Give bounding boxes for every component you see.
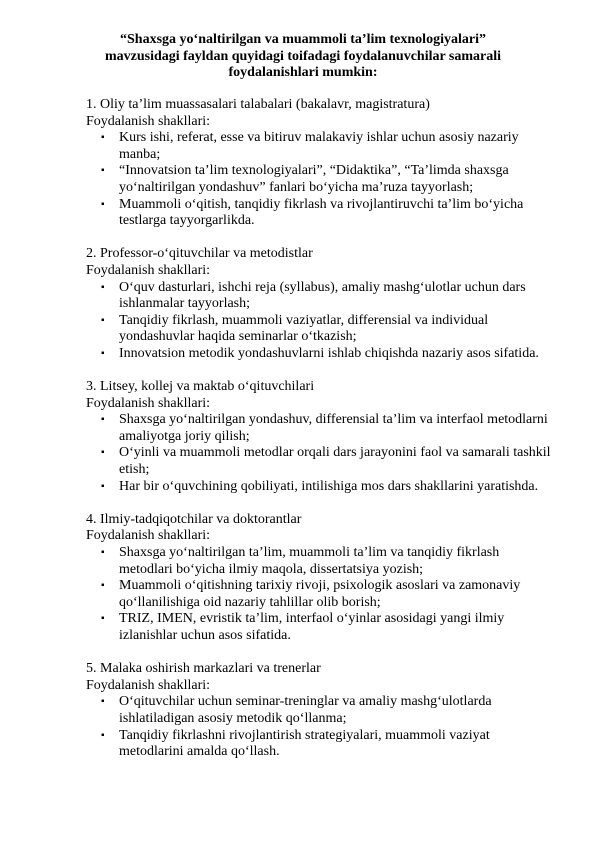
- bullet-list: [86, 280, 556, 363]
- section-subheading: Foydalanish shakllari:: [86, 262, 211, 278]
- bullet-icon: ▪: [101, 314, 105, 326]
- section-heading: 2. Professor-o‘qituvchilar va metodistlar: [86, 246, 313, 262]
- list-item-text: “Innovatsion ta’lim texnologiyalari”, “Didaktika”, “Ta’limda shaxsga yo‘naltirilgan yondashuv” fanlari bo‘yicha ma’ruza tayyorlash;: [119, 163, 509, 195]
- list-item-text: O‘quv dasturlari, ishchi reja (syllabus), amaliy mashg‘ulotlar uchun dars ishlanmalar tayyorlash;: [119, 279, 526, 312]
- bullet-icon: ▪: [101, 480, 105, 492]
- list-item: [86, 611, 556, 644]
- bullet-list: [86, 130, 556, 230]
- list-item: [86, 197, 556, 230]
- section-professor-oqituvchilar: [86, 246, 556, 362]
- bullet-icon: ▪: [101, 165, 105, 177]
- bullet-icon: ▪: [101, 347, 105, 359]
- list-item: [86, 346, 556, 363]
- bullet-list: [86, 545, 556, 645]
- document-title: “Shaxsga yo‘naltirilgan va muammoli ta’lim texnologiyalari” mavzusidagi fayldan quyidagi toifadagi foydalanuvchilar samarali foydalanishlari mumkin:: [104, 32, 502, 81]
- list-item: [86, 545, 556, 578]
- section-heading: 3. Litsey, kollej va maktab o‘qituvchilari: [86, 379, 315, 395]
- list-item: [86, 728, 556, 761]
- list-item: [86, 163, 556, 196]
- list-item-text: Tanqidiy fikrlashni rivojlantirish strategiyalari, muammoli vaziyat metodlarini amalda qo‘llash.: [119, 727, 490, 760]
- list-item-text: O‘yinli va muammoli metodlar orqali dars jarayonini faol va samarali tashkil etish;: [119, 445, 551, 478]
- list-item: [86, 694, 556, 727]
- list-item-text: Innovatsion metodik yondashuvlarni ishlab chiqishda nazariy asos sifatida.: [119, 345, 539, 361]
- section-maktab-oqituvchilari: [86, 379, 556, 495]
- bullet-icon: ▪: [101, 198, 105, 210]
- list-item-text: Shaxsga yo‘naltirilgan ta’lim, muammoli ta’lim va tanqidiy fikrlash metodlari bo‘yicha ilmiy maqola, dissertatsiya yozish;: [119, 545, 500, 577]
- section-heading: 1. Oliy ta’lim muassasalari talabalari (bakalavr, magistratura): [86, 97, 430, 112]
- list-item: [86, 130, 556, 163]
- bullet-icon: ▪: [101, 729, 105, 741]
- section-subheading: Foydalanish shakllari:: [86, 113, 211, 129]
- list-item: [86, 578, 556, 611]
- list-item: [86, 479, 556, 496]
- list-item-text: Muammoli o‘qitish, tanqidiy fikrlash va rivojlantiruvchi ta’lim bo‘yicha testlarga tayyorgarlikda.: [119, 196, 524, 229]
- bullet-icon: ▪: [101, 132, 105, 144]
- bullet-icon: ▪: [101, 580, 105, 592]
- bullet-icon: ▪: [101, 414, 105, 426]
- section-subheading: Foydalanish shakllari:: [86, 677, 211, 693]
- list-item-text: Tanqidiy fikrlash, muammoli vaziyatlar, differensial va individual yondashuvlar haqida seminarlar o‘tkazish;: [119, 312, 489, 345]
- section-heading: 5. Malaka oshirish markazlari va trenerlar: [86, 661, 321, 677]
- section-malaka-oshirish: [86, 661, 556, 761]
- list-item-text: O‘qituvchilar uchun seminar-treninglar va amaliy mashg‘ulotlarda ishlatiladigan asosiy metodik qo‘llanma;: [119, 694, 492, 726]
- section-ilmiy-tadqiqotchilar: [86, 512, 556, 645]
- bullet-icon: ▪: [101, 547, 105, 559]
- bullet-list: [86, 694, 556, 760]
- list-item-text: Shaxsga yo‘naltirilgan yondashuv, differensial ta’lim va interfaol metodlarni amaliyotga joriy qilish;: [119, 412, 548, 444]
- bullet-icon: ▪: [101, 613, 105, 625]
- list-item: [86, 445, 556, 478]
- list-item-text: Har bir o‘quvchining qobiliyati, intilishiga mos dars shakllarini yaratishda.: [119, 478, 539, 494]
- section-subheading: Foydalanish shakllari:: [86, 528, 211, 544]
- list-item-text: Kurs ishi, referat, esse va bitiruv malakaviy ishlar uchun asosiy nazariy manba;: [119, 130, 519, 162]
- list-item-text: TRIZ, IMEN, evristik ta’lim, interfaol o‘yinlar asosidagi yangi ilmiy izlanishlar uchun asos sifatida.: [119, 611, 505, 643]
- list-item-text: Muammoli o‘qitishning tarixiy rivoji, psixologik asoslari va zamonaviy qo‘llanilishiga oid nazariy tahlillar olib borish;: [119, 578, 521, 610]
- bullet-icon: ▪: [101, 696, 105, 708]
- list-item: [86, 412, 556, 445]
- section-subheading: Foydalanish shakllari:: [86, 395, 211, 411]
- bullet-list: [86, 412, 556, 495]
- bullet-icon: ▪: [101, 281, 105, 293]
- list-item: [86, 313, 556, 346]
- section-oliy-talim: [86, 97, 556, 230]
- section-heading: 4. Ilmiy-tadqiqotchilar va doktorantlar: [86, 511, 302, 527]
- sections-container: [86, 97, 556, 777]
- bullet-icon: ▪: [101, 447, 105, 459]
- list-item: [86, 280, 556, 313]
